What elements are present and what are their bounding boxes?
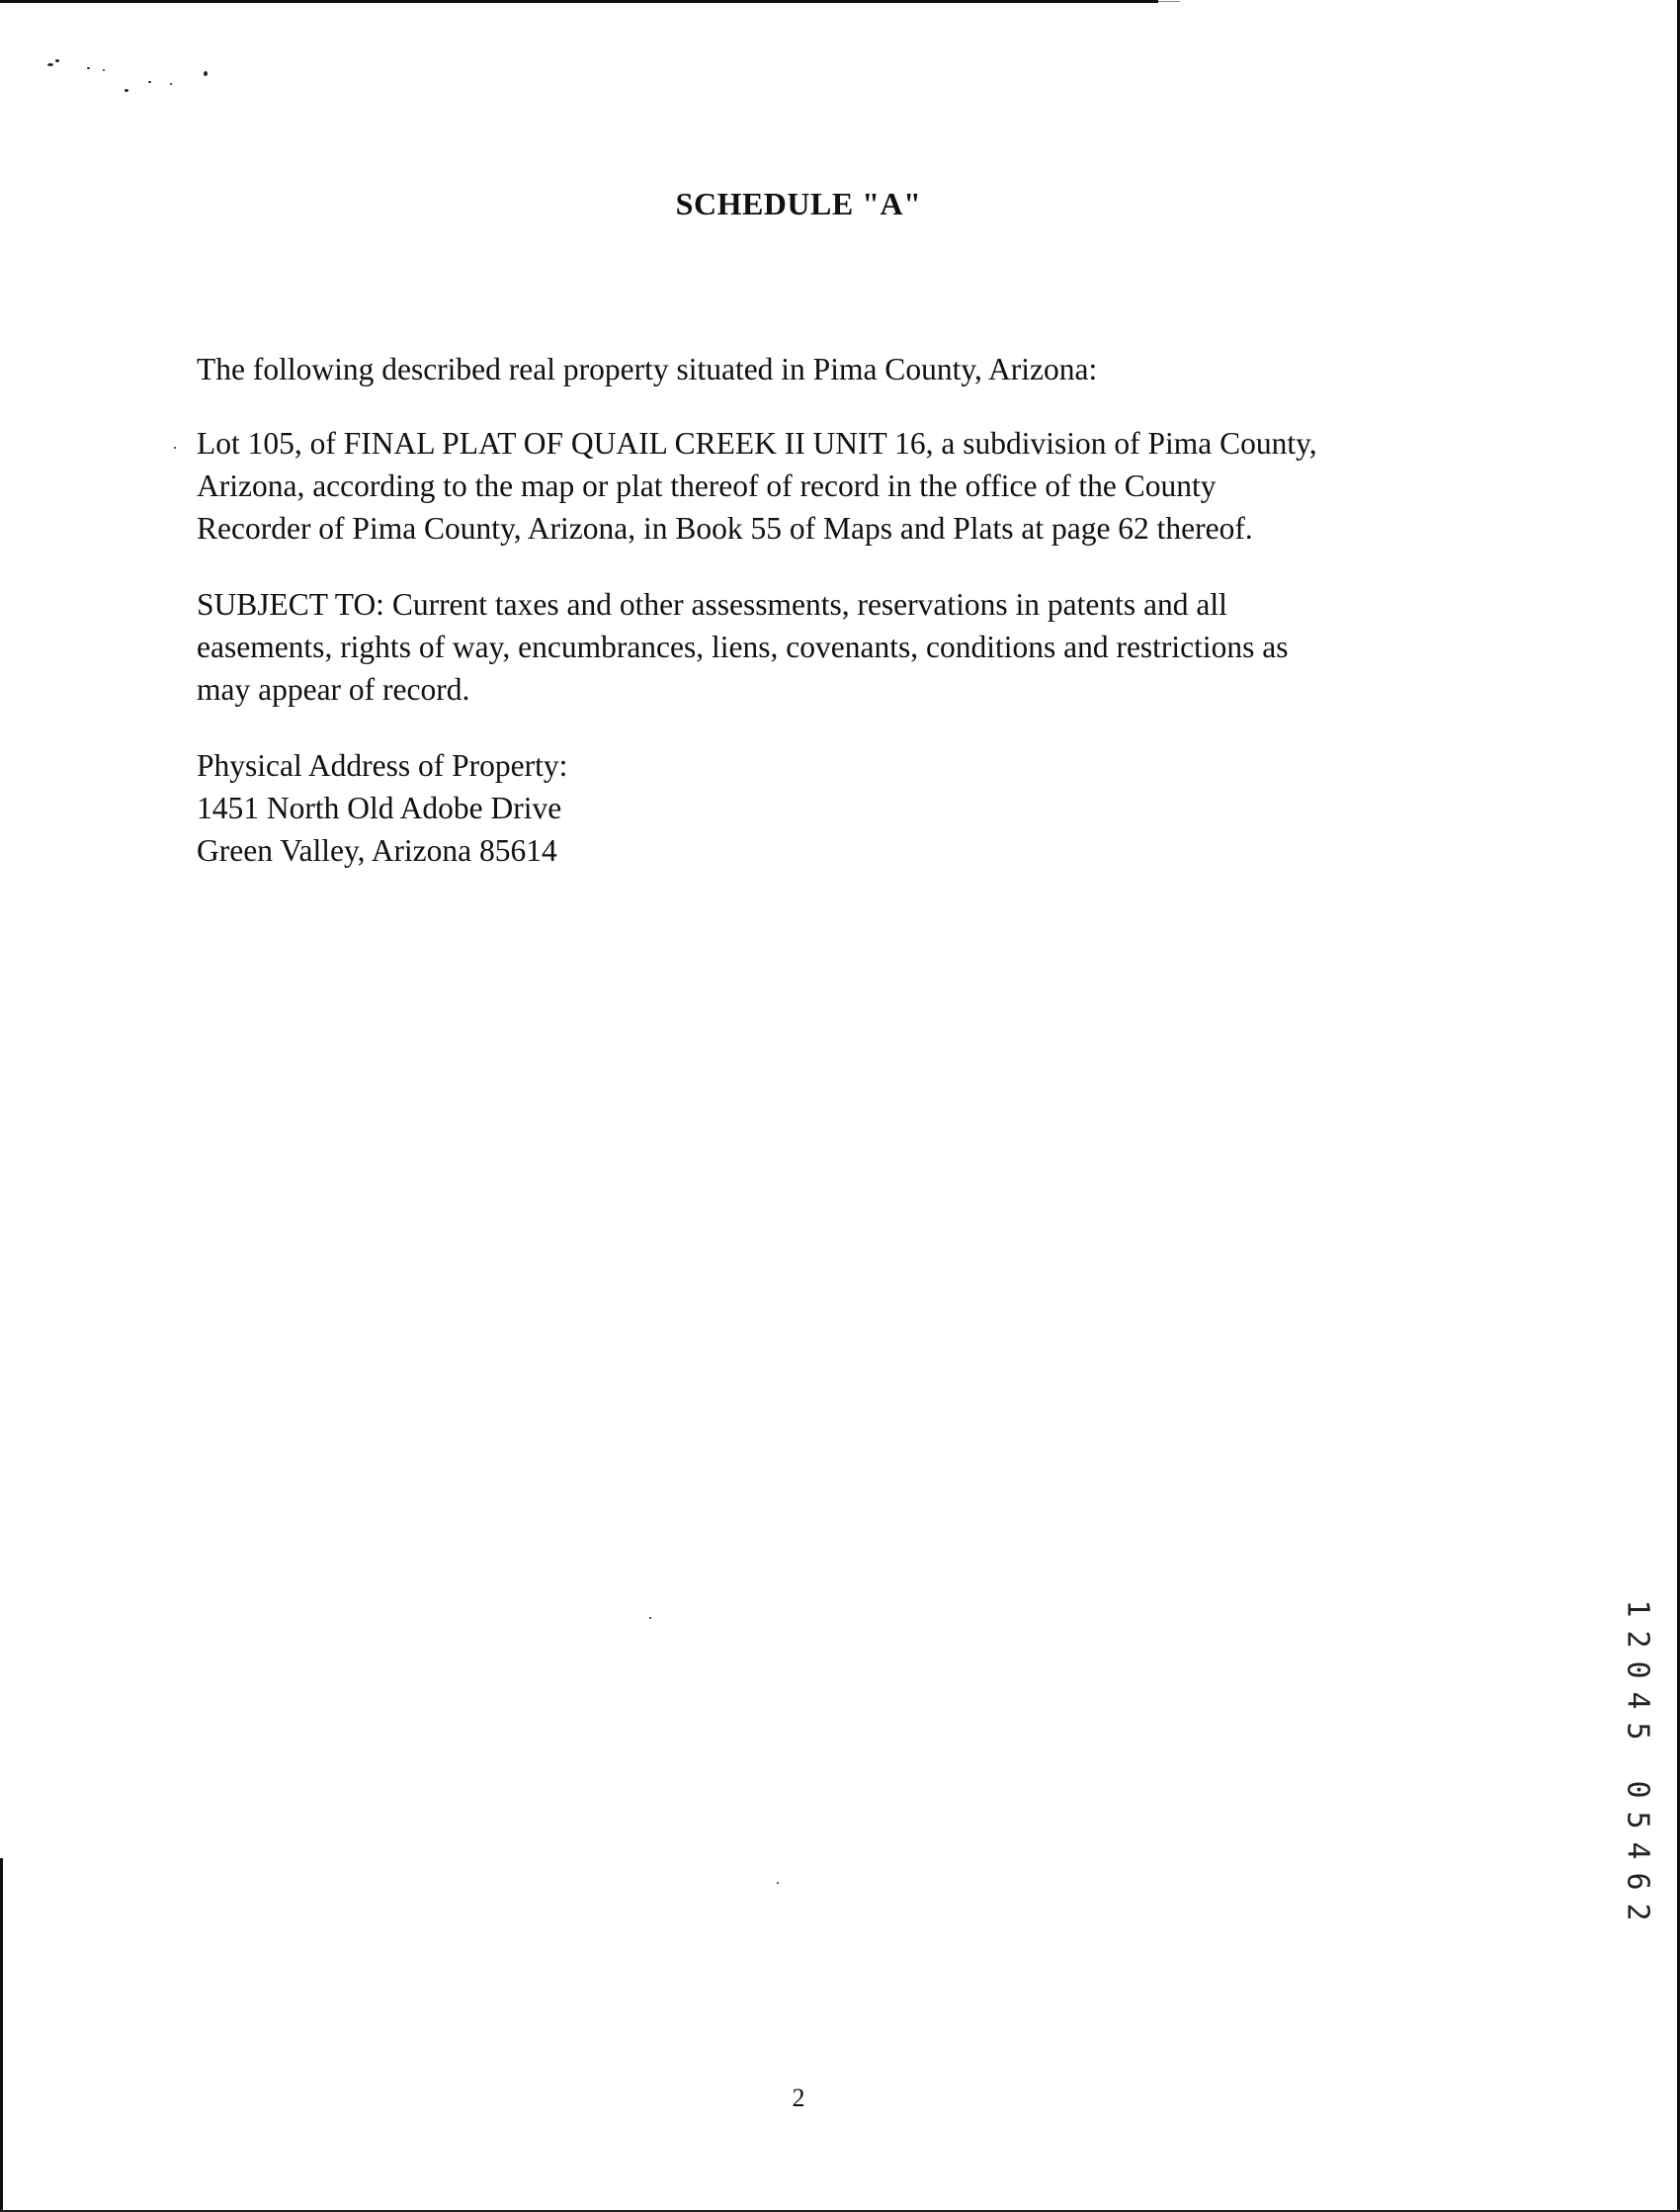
stamp-gap bbox=[1625, 1746, 1650, 1774]
legal-description-line: Lot 105, of FINAL PLAT OF QUAIL CREEK II UNIT 16, a subdivision of Pima County, bbox=[197, 426, 1317, 461]
page-digit: 0 bbox=[1620, 1780, 1655, 1799]
scan-edge-left bbox=[0, 1858, 3, 2212]
subject-to-paragraph bbox=[197, 583, 1483, 711]
subject-to-line: may appear of record. bbox=[197, 672, 470, 707]
page-digit: 2 bbox=[1620, 1903, 1655, 1921]
scan-speck bbox=[103, 69, 105, 71]
page-number: 2 bbox=[792, 2084, 805, 2112]
intro-paragraph: The following described real property situated in Pima County, Arizona: bbox=[197, 352, 1098, 386]
schedule-title: SCHEDULE "A" bbox=[675, 186, 922, 221]
docket-digit: 0 bbox=[1620, 1660, 1655, 1679]
scan-speck bbox=[649, 1617, 651, 1619]
page-digit: 4 bbox=[1620, 1841, 1655, 1860]
docket-digit: 2 bbox=[1620, 1630, 1655, 1649]
scan-speck bbox=[777, 1882, 779, 1884]
scan-speck bbox=[148, 81, 151, 83]
docket-digit: 5 bbox=[1620, 1722, 1655, 1741]
scan-speck bbox=[174, 447, 176, 449]
legal-description-paragraph bbox=[197, 422, 1483, 550]
page-digit: 5 bbox=[1620, 1811, 1655, 1829]
scan-edge-top bbox=[0, 0, 1158, 3]
page-digit: 6 bbox=[1620, 1872, 1655, 1891]
address-label: Physical Address of Property: bbox=[197, 748, 568, 783]
docket-digit: 1 bbox=[1620, 1599, 1655, 1618]
legal-description-line: Recorder of Pima County, Arizona, in Book 55 of Maps and Plats at page 62 thereof. bbox=[197, 511, 1253, 546]
scan-speck bbox=[125, 89, 128, 92]
legal-description-line: Arizona, according to the map or plat thereof of record in the office of the County bbox=[197, 468, 1217, 503]
scan-speck bbox=[55, 59, 59, 62]
property-address-block bbox=[197, 744, 1483, 872]
subject-to-line: easements, rights of way, encumbrances, liens, covenants, conditions and restrictions as bbox=[197, 630, 1289, 664]
docket-digit: 4 bbox=[1620, 1691, 1655, 1710]
address-street: 1451 North Old Adobe Drive bbox=[197, 791, 562, 825]
address-city-state-zip: Green Valley, Arizona 85614 bbox=[197, 833, 557, 868]
scan-speck bbox=[204, 71, 208, 76]
scan-speck bbox=[170, 83, 172, 85]
recording-stamp bbox=[1620, 1593, 1655, 1927]
scan-speck bbox=[87, 67, 90, 69]
scan-edge-top-faint bbox=[1158, 1, 1180, 2]
scan-speck bbox=[47, 63, 53, 66]
subject-to-line: SUBJECT TO: Current taxes and other assessments, reservations in patents and all bbox=[197, 587, 1227, 622]
